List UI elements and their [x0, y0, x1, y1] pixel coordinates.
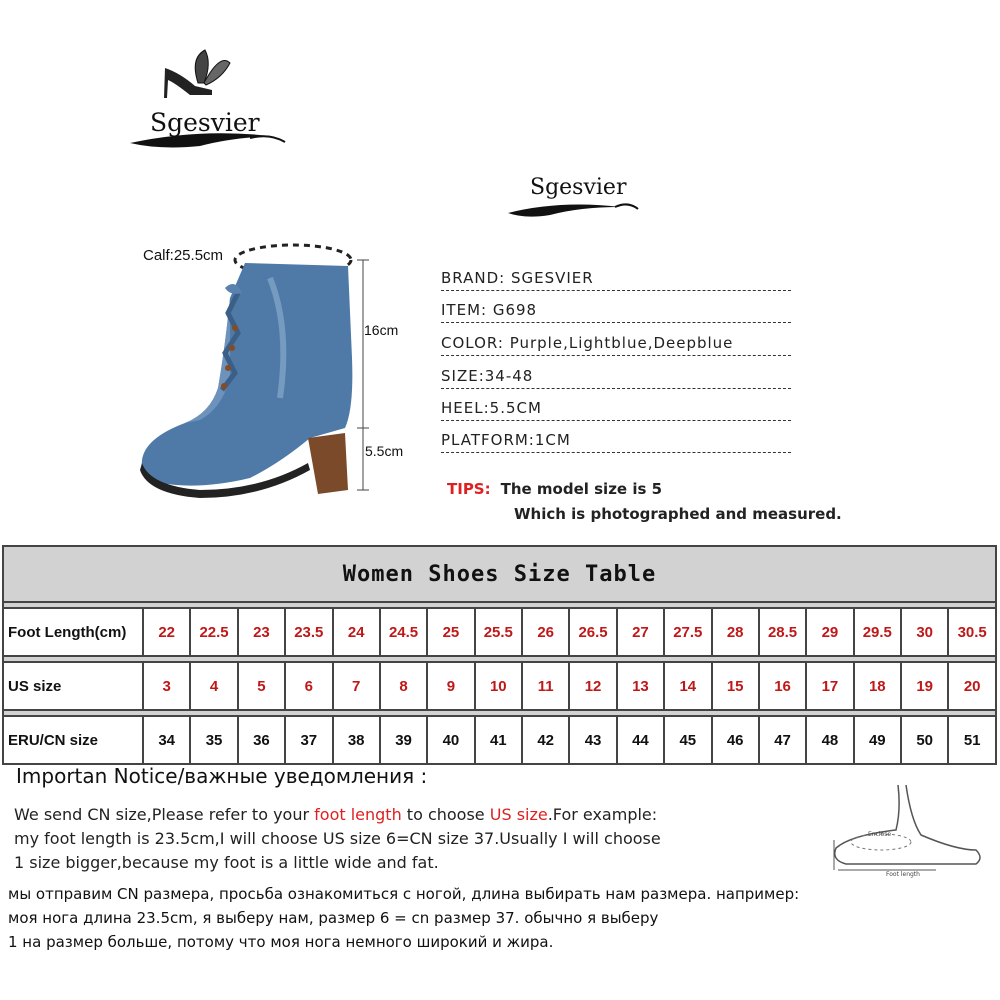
table-cell: 24 [333, 608, 380, 656]
highlight-foot-length: foot length [314, 805, 402, 824]
table-cell: 29.5 [854, 608, 901, 656]
row-label: ERU/CN size [3, 716, 143, 764]
logo-brand-text: Sgesvier [150, 108, 260, 137]
ankle-boot-image [130, 238, 370, 498]
table-cell: 41 [475, 716, 522, 764]
table-cell: 37 [285, 716, 332, 764]
tips-line [447, 480, 662, 498]
row-label: Foot Length(cm) [3, 608, 143, 656]
logo2-brand-text: Sgesvier [530, 175, 627, 200]
table-cell: 11 [522, 662, 569, 710]
notice-ru-line-3: 1 на размер больше, потому что моя нога немного широкий и жира. [8, 933, 554, 951]
spec-platform: PLATFORM:1CM [441, 430, 791, 453]
notice-en-line-1 [14, 805, 657, 824]
foot-measure-diagram [826, 780, 986, 880]
table-cell: 8 [380, 662, 427, 710]
table-cell: 38 [333, 716, 380, 764]
table-cell: 22 [143, 608, 190, 656]
notice-en-line-3: 1 size bigger,because my foot is a little wide and fat. [14, 853, 439, 872]
table-cell: 30.5 [948, 608, 996, 656]
table-cell: 19 [901, 662, 948, 710]
table-cell: 13 [617, 662, 664, 710]
spec-size: SIZE:34-48 [441, 366, 791, 389]
table-cell: 49 [854, 716, 901, 764]
table-cell: 39 [380, 716, 427, 764]
table-cell: 29 [806, 608, 853, 656]
spec-color: COLOR: Purple,Lightblue,Deepblue [441, 333, 791, 356]
tips-text-1: The model size is 5 [500, 480, 663, 498]
notice-en-line-2: my foot length is 23.5cm,I will choose US size 6=CN size 37.Usually I will choose [14, 829, 661, 848]
table-cell: 20 [948, 662, 996, 710]
table-cell: 23.5 [285, 608, 332, 656]
table-cell: 25.5 [475, 608, 522, 656]
notice-heading: Importan Notice/важные уведомления : [16, 764, 428, 788]
swoosh-icon [500, 165, 650, 225]
shaft-height-label: 16cm [364, 322, 399, 338]
tips-label: TIPS: [447, 480, 491, 498]
spec-heel: HEEL:5.5CM [441, 398, 791, 421]
table-cell: 28.5 [759, 608, 806, 656]
row-us-size [3, 662, 996, 710]
table-cell: 10 [475, 662, 522, 710]
calf-measure-label: Calf:25.5cm [143, 247, 224, 264]
secondary-logo [500, 165, 650, 225]
size-table-title: Women Shoes Size Table [3, 546, 996, 602]
table-cell: 48 [806, 716, 853, 764]
tips-text-2: Which is photographed and measured. [514, 505, 842, 523]
row-foot-length [3, 608, 996, 656]
heel-height-label: 5.5cm [365, 443, 404, 459]
table-cell: 51 [948, 716, 996, 764]
size-table [2, 545, 997, 765]
table-cell: 28 [712, 608, 759, 656]
table-cell: 43 [569, 716, 616, 764]
notice-text: .For example: [547, 805, 658, 824]
notice-text: We send CN size,Please refer to your [14, 805, 315, 824]
table-cell: 47 [759, 716, 806, 764]
table-cell: 44 [617, 716, 664, 764]
spec-brand: BRAND: SGESVIER [441, 268, 791, 291]
row-label: US size [3, 662, 143, 710]
table-cell: 27.5 [664, 608, 711, 656]
table-cell: 5 [238, 662, 285, 710]
table-cell: 46 [712, 716, 759, 764]
table-cell: 27 [617, 608, 664, 656]
table-cell: 15 [712, 662, 759, 710]
table-cell: 4 [190, 662, 237, 710]
table-cell: 7 [333, 662, 380, 710]
table-cell: 50 [901, 716, 948, 764]
table-cell: 40 [427, 716, 474, 764]
table-cell: 35 [190, 716, 237, 764]
notice-ru-line-2: моя нога длина 23.5cm, я выберу нам, размер 6 = cn размер 37. обычно я выберу [8, 909, 659, 927]
table-cell: 22.5 [190, 608, 237, 656]
size-table-title-row [3, 546, 996, 602]
foot-length-label: Foot length [886, 871, 920, 878]
notice-ru-line-1: мы отправим CN размера, просьба ознакомиться с ногой, длина выбирать нам размера. например: [8, 885, 800, 903]
table-cell: 16 [759, 662, 806, 710]
table-cell: 18 [854, 662, 901, 710]
table-cell: 14 [664, 662, 711, 710]
table-cell: 3 [143, 662, 190, 710]
table-cell: 34 [143, 716, 190, 764]
table-cell: 26 [522, 608, 569, 656]
table-cell: 30 [901, 608, 948, 656]
table-cell: 17 [806, 662, 853, 710]
table-cell: 23 [238, 608, 285, 656]
spec-item: ITEM: G698 [441, 300, 791, 323]
table-cell: 26.5 [569, 608, 616, 656]
enclose-label: Enclose [868, 831, 892, 838]
table-cell: 9 [427, 662, 474, 710]
table-cell: 12 [569, 662, 616, 710]
table-cell: 6 [285, 662, 332, 710]
high-heel-butterfly-icon [120, 38, 290, 158]
table-cell: 45 [664, 716, 711, 764]
table-cell: 24.5 [380, 608, 427, 656]
table-cell: 42 [522, 716, 569, 764]
highlight-us-size: US size [489, 805, 548, 824]
table-cell: 36 [238, 716, 285, 764]
row-eu-cn-size [3, 716, 996, 764]
brand-logo [120, 38, 290, 158]
table-cell: 25 [427, 608, 474, 656]
notice-text: to choose [401, 805, 490, 824]
